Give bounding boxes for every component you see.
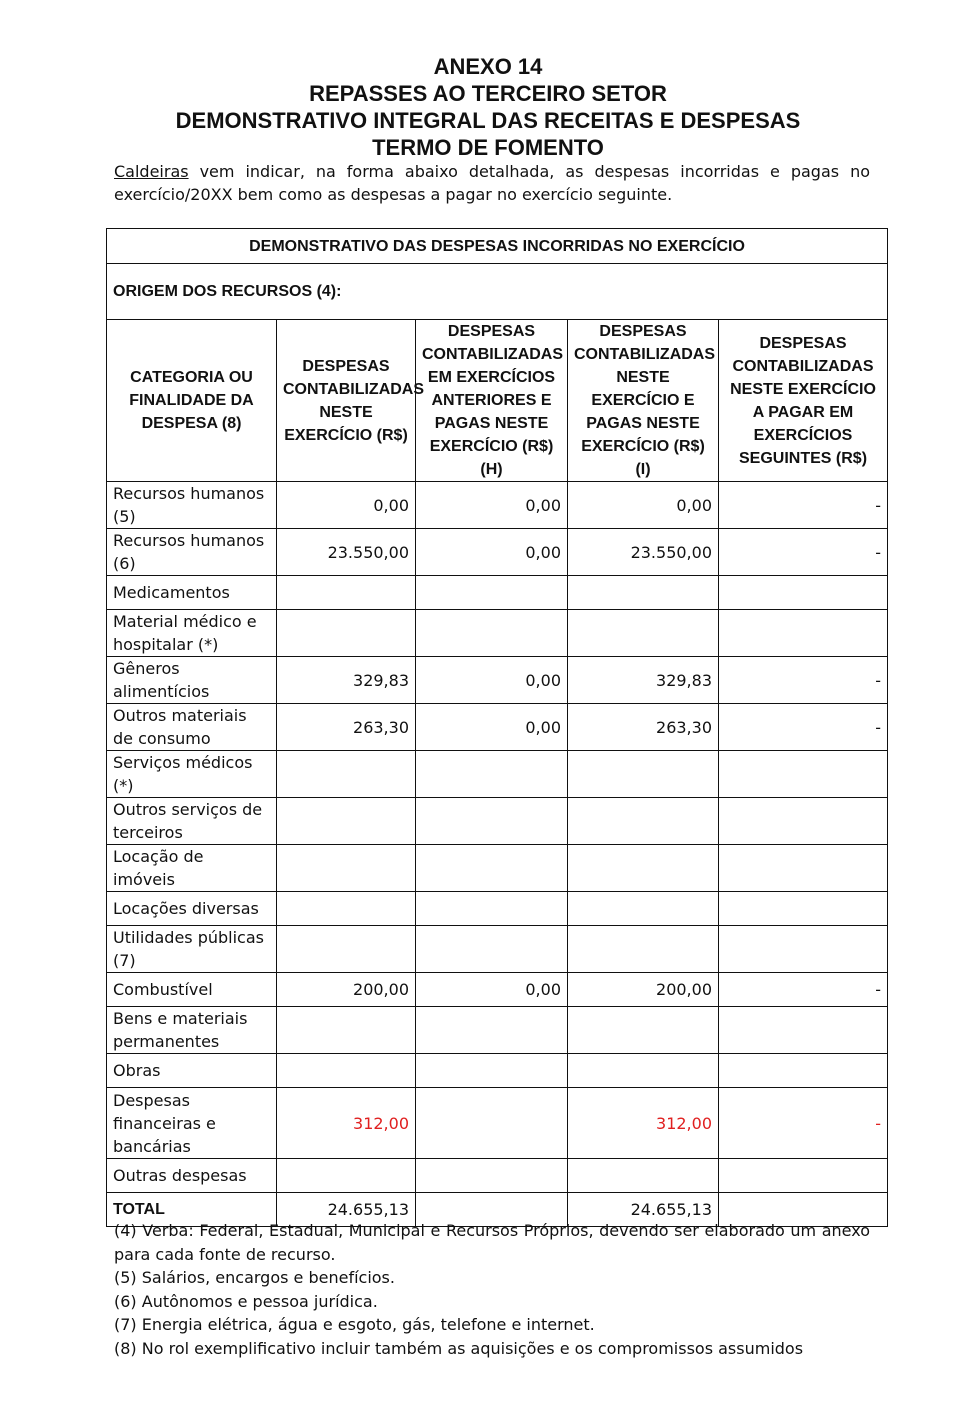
row-category: Recursos humanos (5)	[107, 482, 277, 529]
row-category: Bens e materiais permanentes	[107, 1007, 277, 1054]
footnote-4: (4) Verba: Federal, Estadual, Municipal e Recursos Próprios, devendo ser elaborado um anexo para cada fonte de recurso.	[114, 1221, 870, 1264]
row-value-1	[277, 1159, 416, 1193]
row-value-4	[719, 845, 888, 892]
row-value-2	[416, 1159, 568, 1193]
row-value-3	[568, 576, 719, 610]
table-row	[107, 751, 888, 798]
row-value-4	[719, 576, 888, 610]
title-annex: ANEXO 14	[433, 54, 543, 79]
table-banner-row	[107, 229, 888, 264]
row-value-2: 0,00	[416, 482, 568, 529]
row-value-4	[719, 610, 888, 657]
row-value-4	[719, 892, 888, 926]
row-category: Outros materiais de consumo	[107, 704, 277, 751]
row-value-2	[416, 926, 568, 973]
row-value-3	[568, 610, 719, 657]
row-category: Outras despesas	[107, 1159, 277, 1193]
table-row	[107, 704, 888, 751]
row-value-3	[568, 1054, 719, 1088]
table-row	[107, 845, 888, 892]
row-category: Medicamentos	[107, 576, 277, 610]
intro-text: vem indicar, na forma abaixo detalhada, as despesas incorridas e pagas no exercício/20XX bem como as despesas a pagar no exercício seguinte.	[114, 162, 870, 204]
row-category: Recursos humanos (6)	[107, 529, 277, 576]
table-row	[107, 973, 888, 1007]
row-category: Material médico e hospitalar (*)	[107, 610, 277, 657]
table-row	[107, 482, 888, 529]
row-category: Combustível	[107, 973, 277, 1007]
title-statement: DEMONSTRATIVO INTEGRAL DAS RECEITAS E DESPESAS	[175, 108, 801, 133]
row-value-3	[568, 798, 719, 845]
table-row	[107, 1054, 888, 1088]
footnote-6: (6) Autônomos e pessoa jurídica.	[114, 1291, 378, 1311]
row-value-2	[416, 610, 568, 657]
header-previous-paid: DESPESAS CONTABILIZADAS EM EXERCÍCIOS ANTERIORES E PAGAS NESTE EXERCÍCIO (R$) (H)	[416, 320, 568, 482]
row-value-2: 0,00	[416, 973, 568, 1007]
row-value-4: -	[719, 482, 888, 529]
row-value-4: -	[719, 1088, 888, 1159]
header-to-pay: DESPESAS CONTABILIZADAS NESTE EXERCÍCIO A PAGAR EM EXERCÍCIOS SEGUINTES (R$)	[719, 320, 888, 482]
row-value-1: 329,83	[277, 657, 416, 704]
table-banner: DEMONSTRATIVO DAS DESPESAS INCORRIDAS NO EXERCÍCIO	[107, 229, 888, 264]
row-value-2	[416, 892, 568, 926]
footnotes	[114, 1219, 870, 1360]
row-value-1: 200,00	[277, 973, 416, 1007]
row-value-4	[719, 1054, 888, 1088]
row-value-3: 0,00	[568, 482, 719, 529]
row-value-2: 0,00	[416, 657, 568, 704]
row-category: Locações diversas	[107, 892, 277, 926]
row-value-3	[568, 892, 719, 926]
row-value-2	[416, 845, 568, 892]
row-value-2	[416, 751, 568, 798]
title-transfers: REPASSES AO TERCEIRO SETOR	[309, 81, 667, 106]
row-value-1	[277, 751, 416, 798]
row-value-3: 23.550,00	[568, 529, 719, 576]
row-value-2	[416, 1088, 568, 1159]
row-value-4	[719, 926, 888, 973]
total-value-1: 24.655,13	[277, 1193, 416, 1227]
row-value-4	[719, 798, 888, 845]
row-value-1	[277, 576, 416, 610]
row-value-3	[568, 751, 719, 798]
row-value-4	[719, 1007, 888, 1054]
row-value-4	[719, 751, 888, 798]
row-category: Gêneros alimentícios	[107, 657, 277, 704]
table-origin-row	[107, 264, 888, 320]
row-value-2: 0,00	[416, 529, 568, 576]
row-category: Outros serviços de terceiros	[107, 798, 277, 845]
footnote-7: (7) Energia elétrica, água e esgoto, gás, telefone e internet.	[114, 1315, 595, 1334]
row-value-4	[719, 1159, 888, 1193]
row-value-1	[277, 926, 416, 973]
row-category: Utilidades públicas (7)	[107, 926, 277, 973]
row-value-4: -	[719, 973, 888, 1007]
expenses-table	[106, 228, 888, 1227]
footnote-5: (5) Salários, encargos e benefícios.	[114, 1268, 395, 1287]
row-value-1: 23.550,00	[277, 529, 416, 576]
table-row	[107, 1007, 888, 1054]
row-value-1: 263,30	[277, 704, 416, 751]
row-value-3: 263,30	[568, 704, 719, 751]
table-origin: ORIGEM DOS RECURSOS (4):	[107, 264, 888, 320]
table-row	[107, 1159, 888, 1193]
row-value-2	[416, 1007, 568, 1054]
row-category: Locação de imóveis	[107, 845, 277, 892]
row-category: Obras	[107, 1054, 277, 1088]
row-value-1: 312,00	[277, 1088, 416, 1159]
row-value-4: -	[719, 704, 888, 751]
row-value-1: 0,00	[277, 482, 416, 529]
table-row	[107, 1088, 888, 1159]
row-category: Despesas financeiras e bancárias	[107, 1088, 277, 1159]
table-row	[107, 892, 888, 926]
row-value-1	[277, 610, 416, 657]
row-value-3	[568, 1007, 719, 1054]
row-value-1	[277, 845, 416, 892]
row-value-2	[416, 576, 568, 610]
table-row	[107, 926, 888, 973]
table-header-row	[107, 320, 888, 482]
header-category: CATEGORIA OU FINALIDADE DA DESPESA (8)	[107, 320, 277, 482]
row-value-4: -	[719, 529, 888, 576]
row-value-3	[568, 1159, 719, 1193]
row-category: Serviços médicos (*)	[107, 751, 277, 798]
total-label: TOTAL	[107, 1193, 277, 1227]
document-titles	[0, 53, 976, 161]
row-value-2	[416, 798, 568, 845]
intro-paragraph	[114, 160, 870, 206]
row-value-3	[568, 926, 719, 973]
footnote-8: (8) No rol exemplificativo incluir também as aquisições e os compromissos assumidos	[114, 1338, 804, 1358]
header-current-paid: DESPESAS CONTABILIZADAS NESTE EXERCÍCIO E PAGAS NESTE EXERCÍCIO (R$) (I)	[568, 320, 719, 482]
title-term: TERMO DE FOMENTO	[372, 135, 604, 160]
row-value-3: 200,00	[568, 973, 719, 1007]
row-value-1	[277, 798, 416, 845]
row-value-3: 312,00	[568, 1088, 719, 1159]
table-row	[107, 576, 888, 610]
row-value-1	[277, 892, 416, 926]
table-row	[107, 657, 888, 704]
table-row	[107, 798, 888, 845]
row-value-2: 0,00	[416, 704, 568, 751]
row-value-4: -	[719, 657, 888, 704]
row-value-1	[277, 1054, 416, 1088]
intro-entity-name: Caldeiras	[114, 162, 189, 181]
header-current: DESPESAS CONTABILIZADAS NESTE EXERCÍCIO (R$)	[277, 320, 416, 482]
total-value-3: 24.655,13	[568, 1193, 719, 1227]
table-row	[107, 529, 888, 576]
row-value-3: 329,83	[568, 657, 719, 704]
row-value-1	[277, 1007, 416, 1054]
row-value-3	[568, 845, 719, 892]
row-value-2	[416, 1054, 568, 1088]
table-row	[107, 610, 888, 657]
